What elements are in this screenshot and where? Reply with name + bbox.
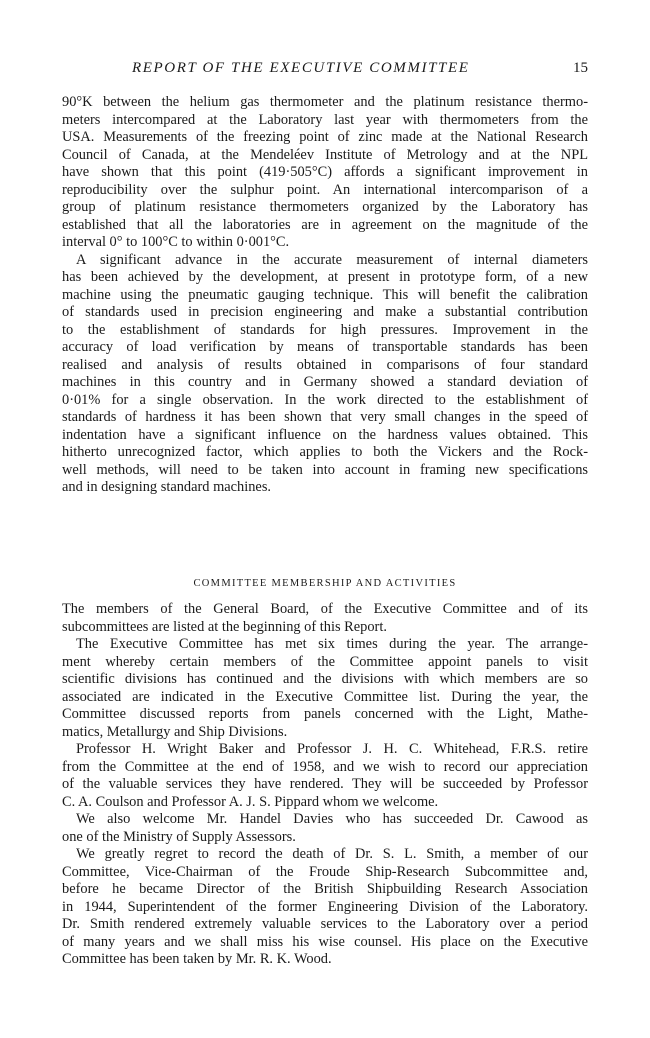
text-line: ment whereby certain members of the Committee appoint panels to visit bbox=[62, 653, 588, 670]
text-line: Committee discussed reports from panels concerned with the Light, Mathe- bbox=[62, 706, 588, 722]
section-heading: COMMITTEE MEMBERSHIP AND ACTIVITIES bbox=[193, 578, 457, 589]
text-line: to the establishment of standards for high pressures. Improvement in the bbox=[62, 321, 588, 338]
running-head bbox=[62, 60, 588, 80]
text-line: scientific divisions has continued and the divisions with which members are so bbox=[62, 671, 588, 687]
text-line: before he became Director of the British Shipbuilding Research Association bbox=[62, 881, 588, 897]
text-line: of standards used in precision engineering and make a substantial contribution bbox=[62, 304, 588, 320]
text-line: meters intercompared at the Laboratory last year with thermometers from the bbox=[62, 111, 588, 128]
text-line: We also welcome Mr. Handel Davies who has succeeded Dr. Cawood as bbox=[76, 811, 588, 827]
text-line: Professor H. Wright Baker and Professor J. H. C. Whitehead, F.R.S. retire bbox=[76, 741, 588, 757]
text-line: Committee, Vice-Chairman of the Froude Ship-Research Subcommittee and, bbox=[62, 863, 588, 880]
text-line: USA. Measurements of the freezing point of zinc made at the National Research bbox=[62, 129, 588, 145]
running-head-title: REPORT OF THE EXECUTIVE COMMITTEE bbox=[132, 60, 470, 76]
text-line: subcommittees are listed at the beginning of this Report. bbox=[62, 618, 387, 635]
text-line: Committee has been taken by Mr. R. K. Wood. bbox=[62, 951, 332, 967]
text-line: Dr. Smith rendered extremely valuable services to the Laboratory over a period bbox=[62, 916, 588, 932]
text-line: of many years and we shall miss his wise counsel. His place on the Executive bbox=[62, 933, 588, 950]
text-line: 0·01% for a single observation. In the work directed to the establishment of bbox=[62, 391, 588, 408]
text-line: associated are indicated in the Executive Committee list. During the year, the bbox=[62, 688, 588, 705]
section-measurement-text bbox=[62, 94, 588, 497]
text-line: of the valuable services they have rendered. They will be succeeded by Professor bbox=[62, 776, 588, 792]
text-line: interval 0° to 100°C to within 0·001°C. bbox=[62, 234, 290, 250]
section-committee-text bbox=[62, 601, 588, 969]
text-line: 90°K between the helium gas thermometer and the platinum resistance thermo- bbox=[62, 94, 588, 110]
text-line: The members of the General Board, of the Executive Committee and of its bbox=[62, 601, 588, 617]
text-line: Council of Canada, at the Mendeléev Institute of Metrology and at the NPL bbox=[62, 146, 588, 163]
text-line: realised and analysis of results obtained in comparisons of four standard bbox=[62, 356, 588, 373]
text-line: in 1944, Superintendent of the former Engineering Division of the Laboratory. bbox=[62, 898, 588, 915]
text-line: matics, Metallurgy and Ship Divisions. bbox=[62, 723, 288, 740]
text-line: A significant advance in the accurate measurement of internal diameters bbox=[76, 251, 588, 268]
text-line: have shown that this point (419·505°C) affords a significant improvement in bbox=[62, 164, 588, 180]
text-line: from the Committee at the end of 1958, and we wish to record our appreciation bbox=[62, 758, 588, 775]
text-line: The Executive Committee has met six times during the year. The arrange- bbox=[76, 636, 588, 652]
text-line: machines in this country and in Germany showed a standard deviation of bbox=[62, 374, 588, 390]
text-line: We greatly regret to record the death of Dr. S. L. Smith, a member of our bbox=[76, 846, 588, 862]
text-line: machine using the pneumatic gauging technique. This will benefit the calibration bbox=[62, 286, 588, 303]
text-line: established that all the laboratories are in agreement on the magnitude of the bbox=[62, 216, 588, 233]
text-line: indentation have a significant influence on the hardness values obtained. This bbox=[62, 426, 588, 443]
text-line: standards of hardness it has been shown that very small changes in the speed of bbox=[62, 409, 588, 425]
text-line: hitherto unrecognized factor, which applies to both the Vickers and the Rock- bbox=[62, 444, 588, 460]
text-line: and in designing standard machines. bbox=[62, 479, 272, 495]
text-line: reproducibility over the sulphur point. An international intercomparison of a bbox=[62, 181, 588, 198]
text-line: has been achieved by the development, at present in prototype form, of a new bbox=[62, 269, 588, 285]
text-line: well methods, will need to be taken into account in framing new specifications bbox=[62, 461, 588, 478]
text-line: C. A. Coulson and Professor A. J. S. Pippard whom we welcome. bbox=[62, 793, 439, 810]
text-line: group of platinum resistance thermometers organized by the Laboratory has bbox=[62, 199, 588, 215]
page-number: 15 bbox=[573, 60, 588, 76]
text-line: accuracy of load verification by means of transportable standards has been bbox=[62, 339, 588, 355]
text-line: one of the Ministry of Supply Assessors. bbox=[62, 828, 296, 845]
